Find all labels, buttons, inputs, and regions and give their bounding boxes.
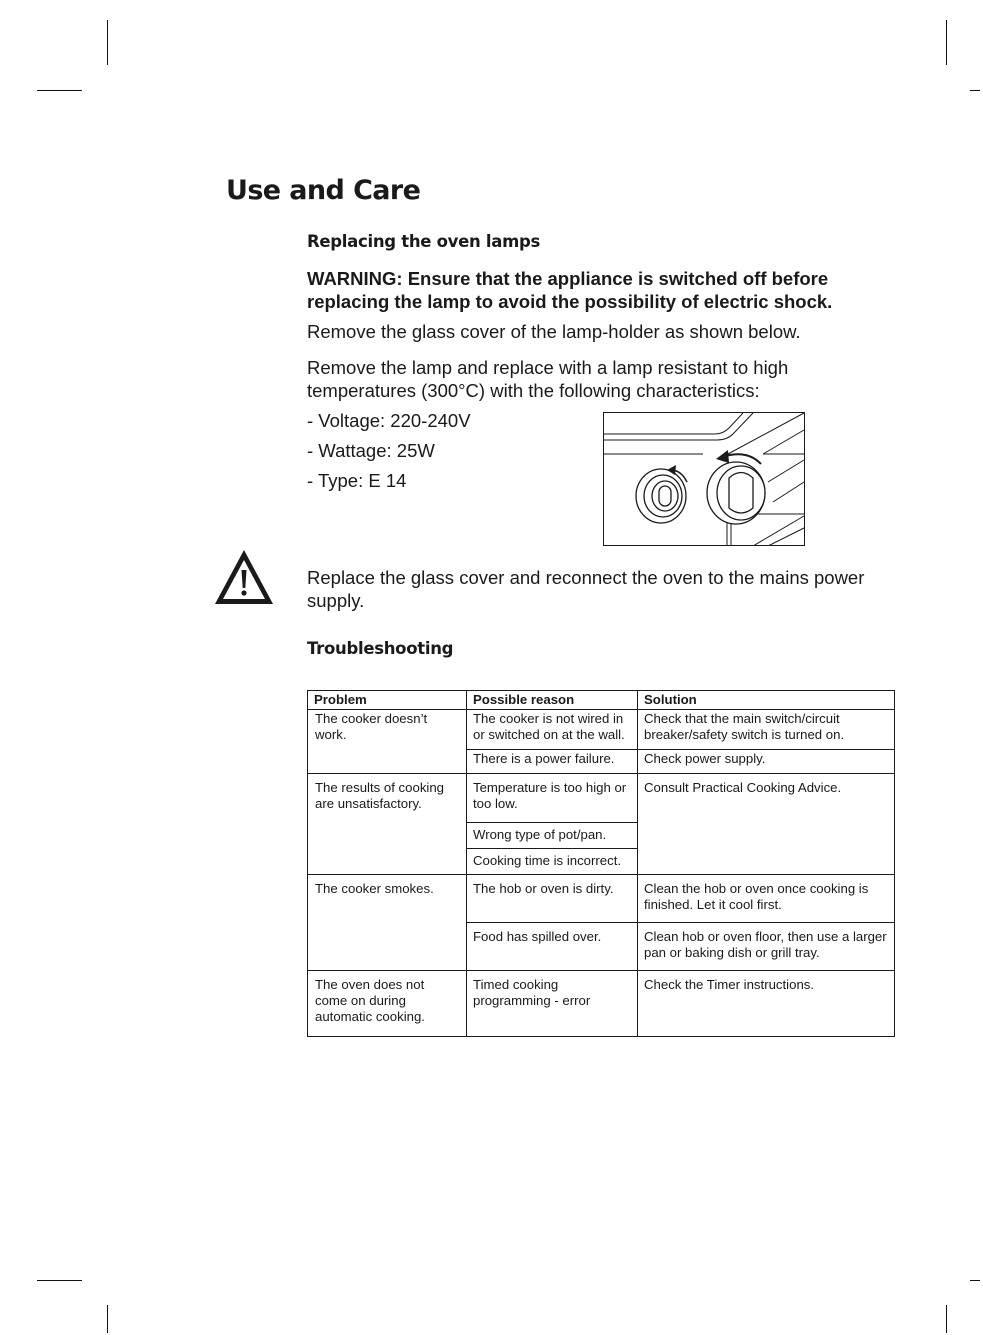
crop-mark-bottom-left-vertical [107,1305,108,1333]
solution-cell: Clean hob or oven floor, then use a larger pan or baking dish or grill tray. [638,923,895,971]
table-row [308,710,895,750]
lamps-warning: WARNING: Ensure that the appliance is switched off before replacing the lamp to avoid the possibility of electric shock. [307,268,833,312]
crop-mark-top-right-vertical [946,20,947,65]
reason-cell: Temperature is too high or too low. [467,774,638,823]
column-header-reason: Possible reason [467,691,638,710]
crop-mark-top-right-horizontal [970,90,980,91]
problem-cell: The cooker smokes. [308,875,467,971]
crop-mark-bottom-right-horizontal [970,1280,980,1281]
lamps-step-remove-cover: Remove the glass cover of the lamp-holder as shown below. [307,321,801,342]
crop-mark-bottom-left-horizontal [37,1280,82,1281]
table-row [308,875,895,923]
table-header-row [308,691,895,710]
reason-cell: Food has spilled over. [467,923,638,971]
troubleshooting-heading: Troubleshooting [307,639,454,658]
lamps-heading: Replacing the oven lamps [307,232,540,251]
spec-type: - Type: E 14 [307,470,407,491]
reason-cell: Wrong type of pot/pan. [467,823,638,849]
troubleshooting-table [307,690,895,1037]
crop-mark-top-left-horizontal [37,90,82,91]
column-header-problem: Problem [308,691,467,710]
warning-triangle-icon [213,548,275,606]
reason-cell: Timed cooking programming - error [467,971,638,1037]
spec-voltage: - Voltage: 220-240V [307,410,471,431]
reason-cell: Cooking time is incorrect. [467,849,638,875]
table-row [308,774,895,823]
solution-cell: Check the Timer instructions. [638,971,895,1037]
reason-cell: The hob or oven is dirty. [467,875,638,923]
solution-cell: Consult Practical Cooking Advice. [638,774,895,875]
solution-cell: Check that the main switch/circuit breaker/safety switch is turned on. [638,710,895,750]
lamp-holder-illustration-icon [603,412,805,546]
lamps-step-reassemble: Replace the glass cover and reconnect the oven to the mains power supply. [307,567,865,611]
crop-mark-bottom-right-vertical [946,1305,947,1333]
reason-cell: The cooker is not wired in or switched on at the wall. [467,710,638,750]
page-title: Use and Care [226,175,421,206]
column-header-solution: Solution [638,691,895,710]
solution-cell: Check power supply. [638,750,895,774]
problem-cell: The results of cooking are unsatisfactory. [308,774,467,875]
table-row [308,971,895,1037]
crop-mark-top-left-vertical [107,20,108,65]
problem-cell: The cooker doesn’t work. [308,710,467,774]
solution-cell: Clean the hob or oven once cooking is finished. Let it cool first. [638,875,895,923]
spec-wattage: - Wattage: 25W [307,440,435,461]
reason-cell: There is a power failure. [467,750,638,774]
problem-cell: The oven does not come on during automatic cooking. [308,971,467,1037]
lamps-step-replace-lamp: Remove the lamp and replace with a lamp resistant to high temperatures (300°C) with the following characteristics: [307,357,789,401]
